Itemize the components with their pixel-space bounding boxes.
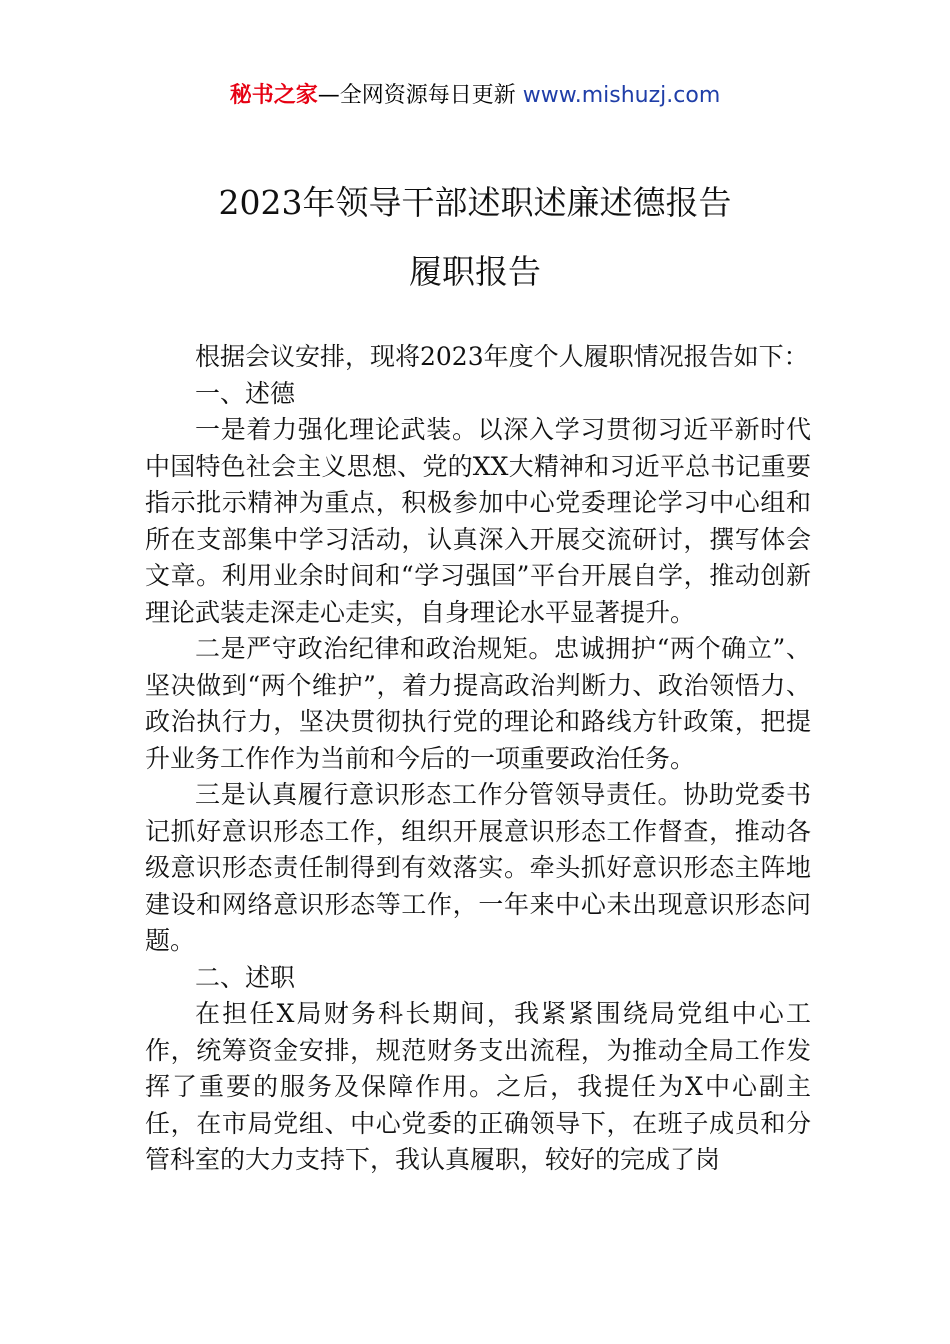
intro-paragraph: 根据会议安排，现将2023年度个人履职情况报告如下：	[195, 342, 809, 371]
section-heading-zhi: 二、述职	[195, 962, 296, 992]
document-body	[145, 339, 811, 1179]
section-heading-de: 一、述德	[195, 378, 296, 408]
body-paragraph: 一是着力强化理论武装。以深入学习贯彻习近平新时代中国特色社会主义思想、党的XX大精神和习近平总书记重要指示批示精神为重点，积极参加中心党委理论学习中心组和所在支部集中学习活动，认真深入开展交流研讨，撰写体会文章。利用业余时间和“学习强国”平台开展自学，推动创新理论武装走深走心走实，自身理论水平显著提升。	[145, 415, 811, 627]
body-paragraph: 二是严守政治纪律和政治规矩。忠诚拥护“两个确立”、坚决做到“两个维护”，着力提高政治判断力、政治领悟力、政治执行力，坚决贯彻执行党的理论和路线方针政策，把提升业务工作作为当前和今后的一项重要政治任务。	[145, 634, 811, 773]
document-subtitle: 履职报告	[409, 252, 541, 291]
site-url-link[interactable]: www.mishuzj.com	[522, 83, 721, 108]
body-paragraph: 在担任X局财务科长期间，我紧紧围绕局党组中心工作，统筹资金安排，规范财务支出流程，为推动全局工作发挥了重要的服务及保障作用。之后，我提任为X中心副主任，在市局党组、中心党委的正确领导下，在班子成员和分管科室的大力支持下，我认真履职，较好的完成了岗	[145, 999, 811, 1174]
document-title: 2023年领导干部述职述廉述德报告	[218, 183, 732, 222]
site-tagline: —全网资源每日更新	[317, 83, 516, 108]
site-header	[0, 80, 950, 112]
body-paragraph: 三是认真履行意识形态工作分管领导责任。协助党委书记抓好意识形态工作，组织开展意识形态工作督查，推动各级意识形态责任制得到有效落实。牵头抓好意识形态主阵地建设和网络意识形态等工作，一年来中心未出现意识形态问题。	[145, 780, 811, 955]
site-brand: 秘书之家	[229, 83, 318, 108]
